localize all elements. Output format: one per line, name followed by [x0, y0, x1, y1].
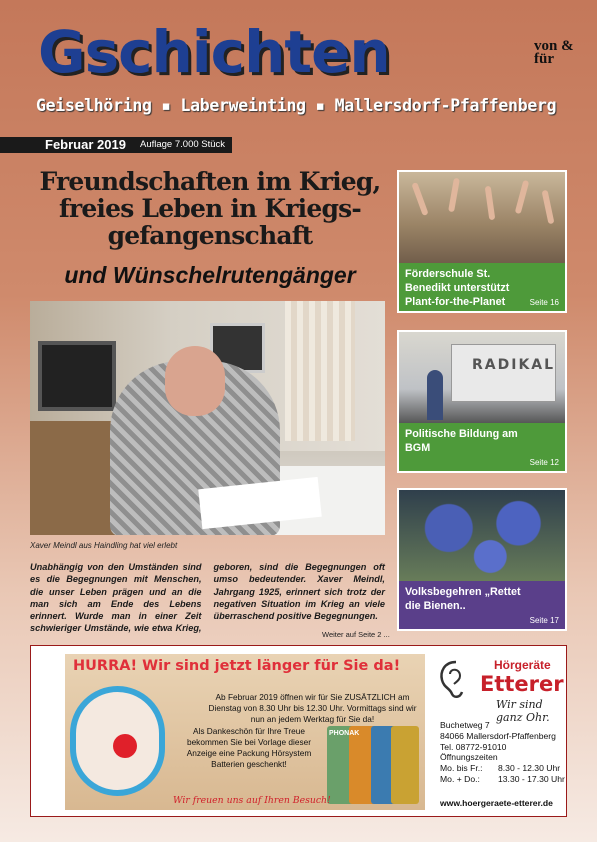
teaser-page: Seite 16	[529, 298, 559, 307]
raised-arm	[448, 178, 460, 213]
ad-hours-days: Mo. + Do.:	[440, 773, 480, 784]
ad-hours-title: Öffnungszeiten	[440, 752, 498, 763]
raised-arm	[411, 182, 428, 216]
ad-hours-row	[440, 763, 568, 774]
ad-headline: HURRA! Wir sind jetzt länger für Sie da!	[73, 658, 401, 674]
ad-opening-text: Ab Februar 2019 öffnen wir für Sie ZUSÄTZLICH am Dienstag von 8.30 Uhr bis 12.30 Uhr. Vormittags sind wir nun an jedem Werktag für Sie da!	[208, 692, 417, 724]
ear-logo-icon	[436, 658, 472, 700]
ad-hours-row	[440, 774, 568, 785]
issue-auflage: Auflage 7.000 Stück	[140, 139, 226, 150]
issue-bar	[0, 137, 232, 153]
ad-hours-days: Mo. bis Fr.:	[440, 763, 483, 774]
raised-arm	[542, 190, 555, 225]
lead-photo	[30, 301, 385, 535]
battery-brand: PHONAK	[329, 730, 360, 737]
screen-text: RADIKAL	[472, 357, 556, 373]
photo-tv	[38, 341, 116, 411]
ad-gift-text: Als Dankeschön für Ihre Treue bekommen Sie bei Vorlage dieser Anzeige eine Packung Hörsystem Batterien geschenkt!	[186, 726, 312, 769]
headline-line-1: Freundschaften im Krieg,	[39, 167, 381, 196]
lead-subhead: und Wünschelrutengänger	[64, 262, 356, 288]
headline-line-2: freies Leben in Kriegs-	[59, 194, 361, 223]
raised-arm	[515, 180, 530, 214]
teaser-title: Volksbegehren „Rettet die Bienen..	[405, 586, 521, 612]
teaser-page: Seite 12	[529, 458, 559, 467]
ad-website-link[interactable]: www.hoergeraete-etterer.de	[440, 798, 553, 808]
masthead-towns: Geiselhöring ▪ Laberweinting ▪ Mallersdorf-Pfaffenberg	[36, 96, 557, 115]
ad-brand: Etterer	[480, 672, 564, 696]
issue-date: Februar 2019	[45, 137, 126, 152]
raised-arm	[485, 186, 496, 221]
masthead-logo: Gschichten	[38, 18, 390, 86]
projection-screen	[451, 344, 556, 402]
lead-photo-caption: Xaver Meindl aus Haindling hat viel erlebt	[30, 541, 178, 550]
teaser-title: Politische Bildung am BGM	[405, 428, 518, 454]
clown-nose	[113, 734, 137, 758]
ad-address	[440, 720, 568, 785]
ad-promo-panel	[65, 654, 425, 810]
teaser-page: Seite 17	[529, 616, 559, 625]
ad-hours-time: 8.30 - 12.30 Uhr	[498, 763, 561, 774]
headline-line-3: gefangenschaft	[107, 221, 313, 250]
ad-hours-time: 13.30 - 17.30 Uhr	[498, 773, 565, 784]
photo-curtain	[285, 301, 355, 441]
teaser-photo-classroom	[399, 172, 565, 267]
teaser-title: Förderschule St. Benedikt unterstützt Plant-for-the-Planet	[405, 268, 510, 308]
ad-closing-text: Wir freuen uns auf Ihren Besuch!	[173, 795, 331, 806]
masthead-von-fuer: von & für	[534, 38, 574, 67]
speaker	[427, 370, 443, 420]
teaser-photo-lecture	[399, 332, 565, 427]
teaser-photo-bee-flowers	[399, 490, 565, 585]
ad-street: Buchetweg 7	[440, 720, 490, 730]
sidebar-teaser-politische-bildung[interactable]	[397, 330, 567, 473]
lead-headline	[30, 168, 390, 249]
ad-brand-top: Hörgeräte	[494, 658, 551, 672]
photo-man-head	[165, 346, 225, 416]
ad-city: 84066 Mallersdorf-Pfaffenberg	[440, 730, 556, 741]
teaser-caption	[399, 263, 565, 311]
ad-contact-panel	[436, 652, 564, 812]
ad-slogan: Wir sind ganz Ohr.	[496, 698, 550, 724]
masthead	[0, 0, 597, 125]
sidebar-teaser-plant-for-the-planet[interactable]	[397, 170, 567, 313]
continued-link[interactable]: Weiter auf Seite 2 ...	[322, 630, 390, 639]
lead-article-body: Unabhängig von den Umständen sind es die Begegnungen mit Menschen, die unser Leben prägen und an die man sich am Ende des Lebens erinnert. Wurde man in einer Zeit schwieriger Umstände, wie etwa Krieg, geboren, sind die Begegnungen oft umso bedeutender. Xaver Meindl, Jahrgang 1925, erinnert sich trotz der negativen Situation im Krieg an viele überraschend positive Begegnungen.	[30, 562, 385, 634]
advertisement	[30, 645, 567, 817]
teaser-caption	[399, 423, 565, 471]
battery-pack	[391, 726, 419, 804]
sidebar-teaser-volksbegehren[interactable]	[397, 488, 567, 631]
clown-child-image	[70, 686, 165, 796]
teaser-caption	[399, 581, 565, 629]
ad-phone: Tel. 08772-91010	[440, 741, 507, 752]
battery-packs-image	[327, 726, 419, 806]
